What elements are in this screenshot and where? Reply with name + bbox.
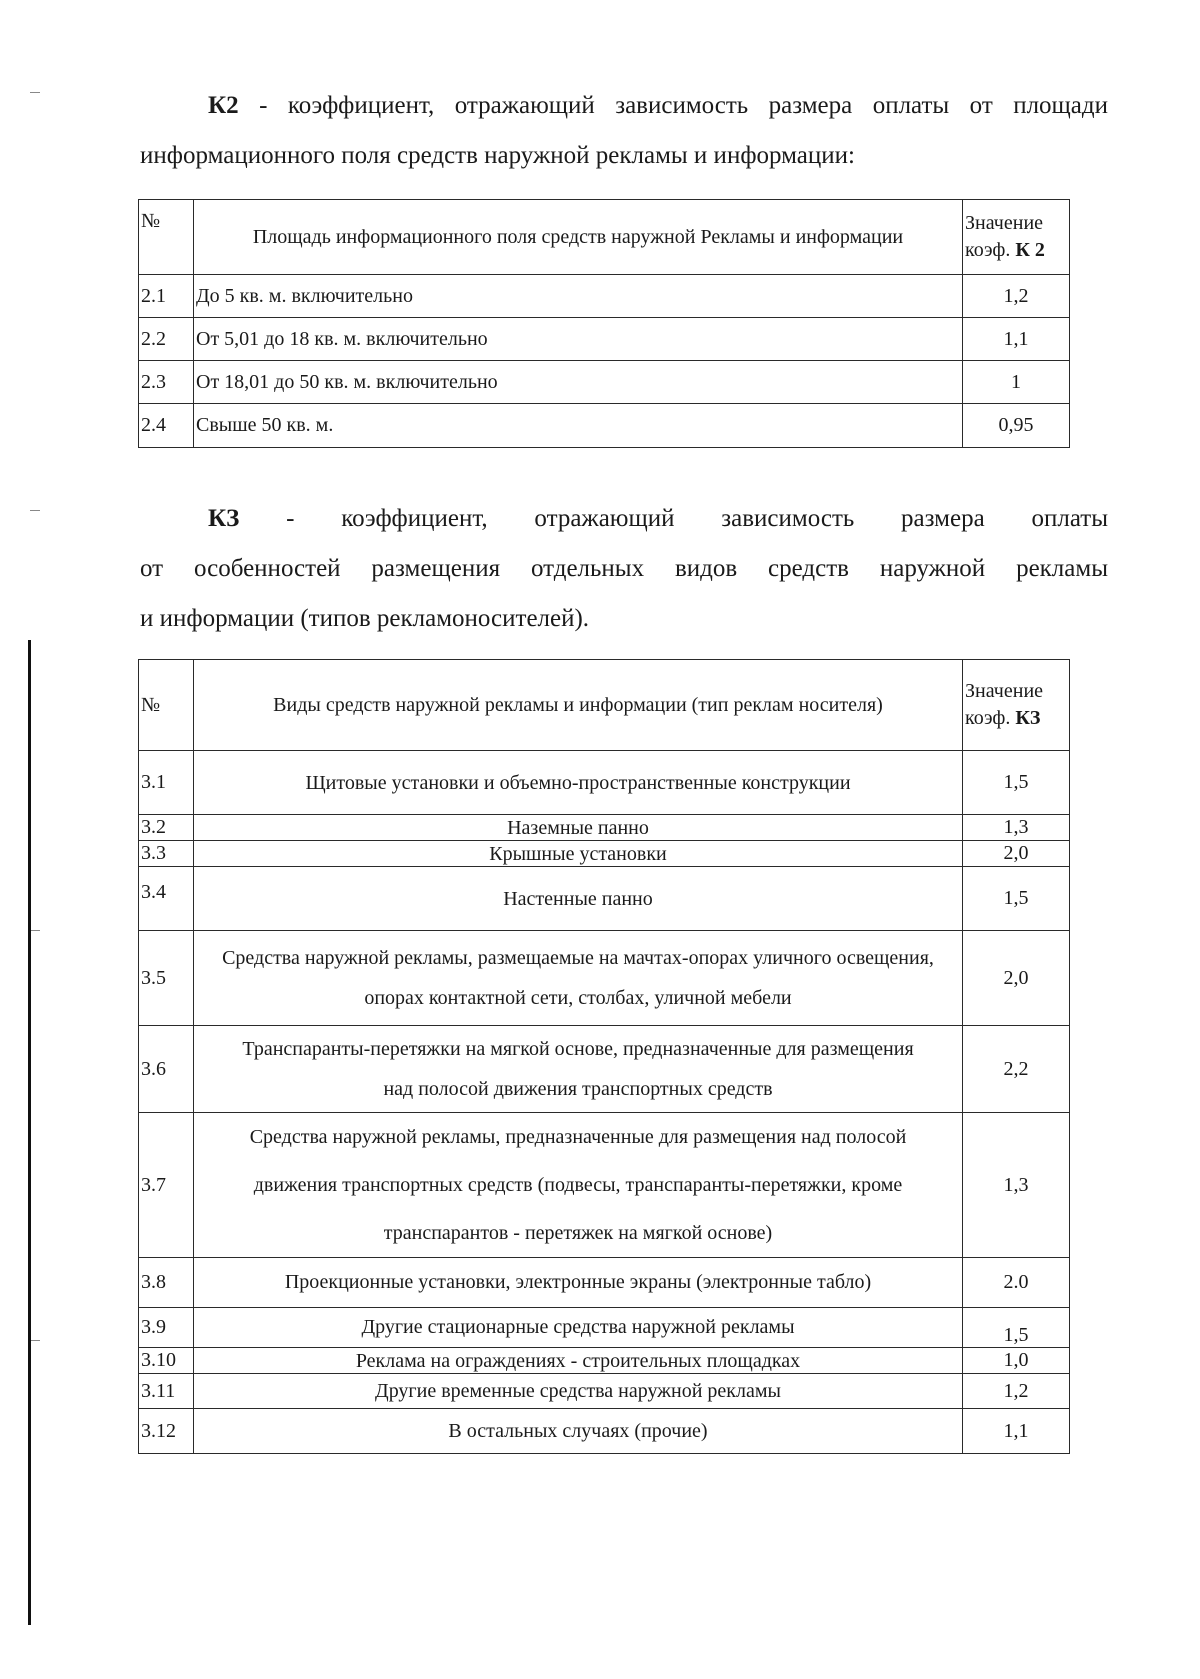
row-desc: До 5 кв. м. включительно: [194, 275, 963, 318]
table-row: [139, 404, 1070, 448]
row-value: 1,5: [963, 867, 1070, 931]
row-value: 2.0: [963, 1258, 1070, 1308]
table-row: [139, 1113, 1070, 1258]
row-value: 0,95: [963, 404, 1070, 448]
row-num: 2.4: [139, 404, 194, 448]
row-num: 3.11: [139, 1374, 194, 1409]
row-desc: Наземные панно: [194, 815, 963, 841]
k3-label: КЗ: [208, 505, 240, 532]
row-value: 1,1: [963, 318, 1070, 361]
header-value-bold: К 2: [1015, 239, 1045, 261]
row-desc: Свыше 50 кв. м.: [194, 404, 963, 448]
row-value: 2,0: [963, 841, 1070, 867]
header-desc: Площадь информационного поля средств наружной Рекламы и информации: [194, 200, 963, 275]
row-num: 3.6: [139, 1026, 194, 1113]
table-row: [139, 318, 1070, 361]
row-value: 1,3: [963, 1113, 1070, 1258]
row-value: 1,1: [963, 1409, 1070, 1454]
row-num: 3.9: [139, 1308, 194, 1348]
header-desc: Виды средств наружной рекламы и информации (тип реклам носителя): [194, 660, 963, 751]
row-num: 2.3: [139, 361, 194, 404]
row-num: 3.1: [139, 751, 194, 815]
table-row: [139, 1348, 1070, 1374]
row-num: 3.7: [139, 1113, 194, 1258]
row-value: 1,5: [963, 1308, 1070, 1348]
table-row: [139, 1258, 1070, 1308]
header-value-label: Значение коэф.: [965, 212, 1044, 261]
row-value: 2,2: [963, 1026, 1070, 1113]
table-row: [139, 1374, 1070, 1409]
row-value: 1,3: [963, 815, 1070, 841]
table-row: [139, 931, 1070, 1026]
row-value: 1,2: [963, 275, 1070, 318]
k3-line-3: и информации (типов рекламоносителей).: [140, 605, 590, 632]
row-num: 3.2: [139, 815, 194, 841]
table-row: [139, 1409, 1070, 1454]
table-row: [139, 815, 1070, 841]
table-row: [139, 275, 1070, 318]
table-row: [139, 1026, 1070, 1113]
header-num: №: [139, 200, 194, 275]
row-desc: Проекционные установки, электронные экраны (электронные табло): [194, 1258, 963, 1308]
row-desc: От 5,01 до 18 кв. м. включительно: [194, 318, 963, 361]
k3-line-2: от особенностей размещения отдельных видов средств наружной рекламы: [140, 555, 1108, 582]
row-value: 1,0: [963, 1348, 1070, 1374]
row-desc: Средства наружной рекламы, размещаемые на мачтах-опорах уличного освещения, опорах контактной сети, столбах, уличной мебели: [194, 931, 963, 1026]
row-num: 3.4: [139, 867, 194, 931]
row-desc: В остальных случаях (прочие): [194, 1409, 963, 1454]
row-desc: От 18,01 до 50 кв. м. включительно: [194, 361, 963, 404]
header-value: [963, 660, 1070, 751]
k2-text: - коэффициент, отражающий зависимость размера оплаты от площади информационного поля средств наружной рекламы и информации:: [140, 92, 1108, 169]
scan-artifact: [30, 1340, 40, 1341]
row-num: 2.1: [139, 275, 194, 318]
row-desc: Крышные установки: [194, 841, 963, 867]
k3-paragraph: [140, 494, 1108, 644]
table-row: [139, 841, 1070, 867]
header-value-label: Значение коэф.: [965, 680, 1044, 729]
row-num: 2.2: [139, 318, 194, 361]
table-row: [139, 751, 1070, 815]
row-desc: Настенные панно: [194, 867, 963, 931]
row-num: 3.8: [139, 1258, 194, 1308]
row-value: 2,0: [963, 931, 1070, 1026]
table-k2: [138, 199, 1070, 448]
table-header-row: [139, 660, 1070, 751]
row-num: 3.3: [139, 841, 194, 867]
row-desc: Другие стационарные средства наружной рекламы: [194, 1308, 963, 1348]
row-num: 3.12: [139, 1409, 194, 1454]
row-num: 3.5: [139, 931, 194, 1026]
scan-artifact: [30, 92, 40, 93]
row-desc: Транспаранты-перетяжки на мягкой основе, предназначенные для размещения над полосой движения транспортных средств: [194, 1026, 963, 1113]
header-value-bold: КЗ: [1015, 707, 1041, 729]
scan-artifact: [30, 930, 40, 931]
table-row: [139, 361, 1070, 404]
k2-paragraph: [140, 81, 1108, 181]
row-value: 1,5: [963, 751, 1070, 815]
table-row: [139, 867, 1070, 931]
table-row: [139, 1308, 1070, 1348]
row-value: 1,2: [963, 1374, 1070, 1409]
header-value: [963, 200, 1070, 275]
header-num: №: [139, 660, 194, 751]
row-desc: Реклама на ограждениях - строительных площадках: [194, 1348, 963, 1374]
margin-binding-line: [28, 640, 31, 1625]
row-desc: Средства наружной рекламы, предназначенные для размещения над полосой движения транспортных средств (подвесы, транспаранты-перетяжки, кроме транспарантов - перетяжек на мягкой основе): [194, 1113, 963, 1258]
k3-line1-text: - коэффициент, отражающий зависимость размера оплаты: [239, 505, 1108, 532]
k2-label: К2: [208, 92, 239, 119]
row-value: 1: [963, 361, 1070, 404]
table-header-row: [139, 200, 1070, 275]
row-desc: Щитовые установки и объемно-пространственные конструкции: [194, 751, 963, 815]
k3-line-1: [140, 494, 1108, 544]
row-desc: Другие временные средства наружной рекламы: [194, 1374, 963, 1409]
table-k3: [138, 659, 1070, 1454]
row-num: 3.10: [139, 1348, 194, 1374]
scan-artifact: [30, 510, 40, 511]
